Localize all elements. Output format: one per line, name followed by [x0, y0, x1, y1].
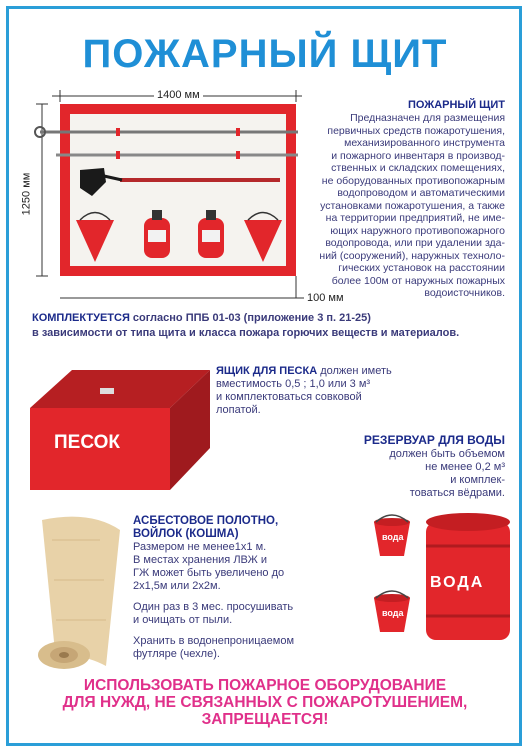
page-title: ПОЖАРНЫЙ ЩИТ	[82, 32, 448, 76]
sand-box-label: ПЕСОК	[54, 432, 120, 453]
sand-heading: ЯЩИК ДЛЯ ПЕСКА	[216, 365, 318, 377]
shield-heading: ПОЖАРНЫЙ ЩИТ	[407, 99, 505, 111]
warning-text: ИСПОЛЬЗОВАТЬ ПОЖАРНОЕ ОБОРУДОВАНИЕ ДЛЯ НУЖД, НЕ СВЯЗАННЫХ С ПОЖАРОТУШЕНИЕМ, ЗАПРЕЩАЕТСЯ!	[62, 677, 468, 728]
kit-heading: КОМПЛЕКТУЕТСЯ	[32, 312, 130, 324]
felt-heading: АСБЕСТОВОЕ ПОЛОТНО, ВОЙЛОК (КОШМА)	[133, 515, 279, 540]
felt-text: Размером не менее1х1 м. В местах хранения ЛВЖ и ГЖ может быть увеличено до 2х1,5м или 2х2м. Один раз в 3 мес. просушивать и очищать от пыли. Хранить в водонепроницаемом футляре (чехле).	[133, 541, 295, 660]
kit-text: КОМПЛЕКТУЕТСЯ согласно ППБ 01-03 (приложение 3 п. 21-25) в зависимости от типа щита и класса пожара горючих веществ и материалов.	[32, 312, 460, 339]
barrel-label: ВОДА	[430, 574, 485, 591]
bucket-label-bottom: вода	[382, 608, 404, 618]
dim-width-label: 1400 мм	[154, 89, 203, 101]
dim-ground-label: 100 мм	[304, 292, 347, 304]
shield-description: Предназначен для размещения первичных средств пожаротушения, механизированного инструмента и пожарного инвентаря в производ- ственных и складских помещениях, не оборудованных противопожарным водопроводом и автоматическими установками пожаротушения, а также на территории предприятий, не име- ющих наружного противопожарного водопровода, или при удалении зда- ний (сооружений), наружных техноло- гических установок на расстоянии более 100м от наружных пожарных водоисточников.	[319, 112, 505, 299]
water-heading: РЕЗЕРВУАР ДЛЯ ВОДЫ	[363, 433, 505, 447]
sand-text: ЯЩИК ДЛЯ ПЕСКА должен иметь вместимость 0,5 ; 1,0 или 3 м³ и комплектоваться совковой лопатой.	[216, 365, 392, 416]
bucket-label-top: вода	[382, 532, 404, 542]
water-text: должен быть объемом не менее 0,2 м³ и комплек- товаться вёдрами.	[389, 448, 505, 499]
dim-height-label: 1250 мм	[20, 170, 32, 219]
